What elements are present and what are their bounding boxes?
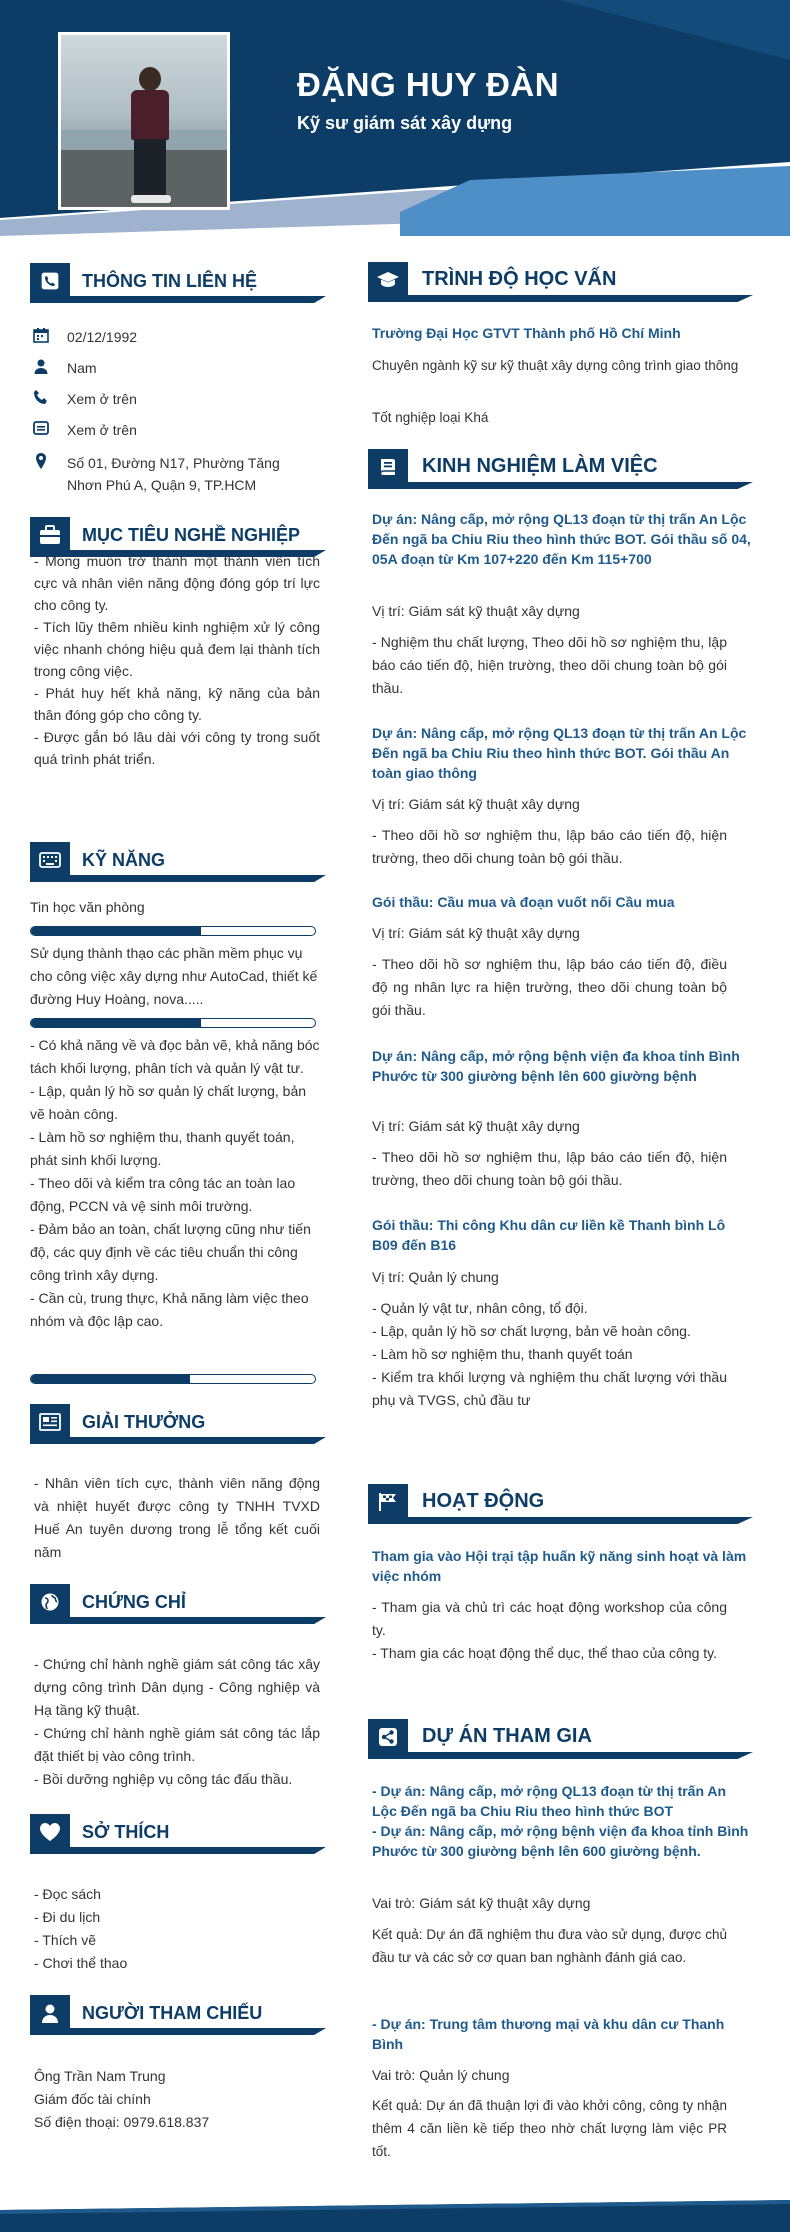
awards-text: - Nhân viên tích cực, thành viên năng động và nhiệt huyết được công ty TNHH TVXD Huế An tuyên dương trong lễ tổng kết cuối năm (34, 1475, 320, 1560)
contact-address-line1: Số 01, Đường N17, Phường Tăng (67, 455, 280, 471)
project-1-role: Vai trò: Giám sát kỹ thuật xây dựng (372, 1895, 591, 1911)
section-references-header (30, 1995, 326, 2035)
header-banner (0, 0, 790, 240)
user-icon (30, 1995, 70, 2031)
section-title: SỞ THÍCH (82, 1822, 170, 1842)
section-hobbies-header (30, 1814, 326, 1854)
section-title: THÔNG TIN LIÊN HỆ (82, 271, 257, 291)
education-major: Chuyên ngành kỹ sư kỹ thuật xây dựng công trình giao thông (372, 358, 739, 373)
contact-email: Xem ở trên (67, 422, 137, 438)
project-1-result: Kết quả: Dự án đã nghiệm thu đưa vào sử dụng, được chủ đầu tư và các sở cơ quan ban nghành đánh giá cao. (372, 1927, 727, 1965)
candidate-name: ĐẶNG HUY ĐÀN (297, 66, 560, 103)
section-activities-header (368, 1484, 753, 1524)
section-certificates-header (30, 1584, 326, 1624)
experience-1-position: Vị trí: Giám sát kỹ thuật xây dựng (372, 603, 580, 619)
hobbies-text: - Đọc sách - Đi du lịch - Thích vẽ - Chơi thể thao (34, 1886, 128, 1971)
footer-band (0, 2200, 790, 2232)
contact-phone: Xem ở trên (67, 391, 137, 407)
experience-3-desc: - Theo dõi hồ sơ nghiệm thu, lập báo cáo tiến độ, điều độ ng nhân lực ra hiện trường, theo dõi chung toàn bộ gói thầu. (372, 956, 727, 1018)
email-icon (32, 419, 50, 437)
skill-3-name: - Có khả năng về và đọc bản vẽ, khả năng bóc tách khối lượng, phân tích và quản lý vật tư. - Lập, quản lý hồ sơ quản lý chất lượng, bản vẽ hoàn công. - Làm hồ sơ nghiệm thu, thanh quyết toán, phát sinh khối lượng. - Theo dõi và kiểm tra công tác an toàn lao động, PCCN và vệ sinh môi trường. - Đảm bảo an toàn, chất lượng cũng như tiến độ, các quy định về các tiêu chuẩn thi công công trình xây dựng. - Cần cù, trung thực, Khả năng làm việc theo nhóm và độc lập cao. (30, 1037, 320, 1329)
experience-5-heading: Gói thầu: Thi công Khu dân cư liền kề Thanh bình Lô B09 đến B16 (372, 1217, 726, 1253)
share-icon (368, 1719, 408, 1755)
keyboard-icon (30, 842, 70, 878)
skill-2-bar (30, 1018, 316, 1028)
profile-photo (58, 32, 230, 210)
skill-1-name: Tin học văn phòng (30, 899, 145, 915)
section-experience-header (368, 449, 753, 489)
experience-2-heading: Dự án: Nâng cấp, mở rộng QL13 đoạn từ thị trấn An Lộc Đến ngã ba Chiu Riu theo hình thức BOT. Gói thầu An toàn giao thông (372, 725, 747, 781)
book-icon (368, 449, 408, 485)
phone-icon (30, 263, 70, 299)
contact-gender: Nam (67, 360, 97, 376)
experience-2-position: Vị trí: Giám sát kỹ thuật xây dựng (372, 796, 580, 812)
references-text: Ông Trần Nam Trung Giám đốc tài chính Số điện thoại: 0979.618.837 (34, 2068, 210, 2130)
skill-3-bar-fill (31, 1375, 190, 1383)
section-title: CHỨNG CHỈ (82, 1592, 186, 1612)
section-title: GIẢI THƯỞNG (82, 1412, 206, 1432)
section-title: KỸ NĂNG (82, 850, 166, 870)
contact-address-line2: Nhơn Phú A, Quận 9, TP.HCM (67, 477, 257, 493)
flag-checkered-icon (368, 1484, 408, 1520)
section-education-header (368, 262, 753, 302)
certificates-text: - Chứng chỉ hành nghề giám sát công tác xây dựng công trình Dân dụng - Công nghiệp và Hạ tầng kỹ thuật. - Chứng chỉ hành nghề giám sát công tác lắp đặt thiết bị vào công trình. - Bồi dưỡng nghiệp vụ công tác đấu thầu. (34, 1656, 320, 1787)
heart-icon (30, 1814, 70, 1850)
activities-desc: - Tham gia và chủ trì các hoạt động workshop của công ty. - Tham gia các hoạt động thể dục, thể thao của công ty. (372, 1599, 727, 1661)
section-title: KINH NGHIỆM LÀM VIỆC (422, 455, 658, 477)
experience-3-heading: Gói thầu: Cầu mua và đoạn vuốt nối Cầu mua (372, 894, 675, 910)
experience-5-position: Vị trí: Quản lý chung (372, 1269, 499, 1285)
skill-1-bar (30, 926, 316, 936)
objective-text: - Mong muốn trở thành một thành viên tích cực và nhân viên năng động đóng góp trí lực cho công ty. - Tích lũy thêm nhiều kinh nghiệm xử lý công việc nhanh chóng hiệu quả đem lại thành tích trong công việc. - Phát huy hết khả năng, kỹ năng của bản thân đóng góp cho công ty. - Được gắn bó lâu dài với công ty trong suốt quá trình phát triển. (34, 553, 320, 767)
project-2-result: Kết quả: Dự án đã thuận lợi đi vào khởi công, công ty nhận thêm 4 căn liền kề tiếp theo nhờ chất lượng làm việc PR tốt. (372, 2098, 727, 2159)
education-grade: Tốt nghiệp loại Khá (372, 410, 489, 425)
section-title: HOẠT ĐỘNG (422, 1490, 545, 1512)
phone-icon (32, 388, 50, 406)
skill-3-bar (30, 1374, 316, 1384)
section-title: NGƯỜI THAM CHIẾU (82, 2003, 263, 2023)
briefcase-icon (30, 517, 70, 553)
experience-2-desc: - Theo dõi hồ sơ nghiệm thu, lập báo cáo tiến độ, hiện trường, theo dõi chung toàn bộ gói thầu. (372, 827, 727, 866)
experience-4-position: Vị trí: Giám sát kỹ thuật xây dựng (372, 1118, 580, 1134)
section-skills-header (30, 842, 326, 882)
section-projects-header (368, 1719, 753, 1759)
skill-1-bar-fill (31, 927, 201, 935)
graduation-cap-icon (368, 262, 408, 298)
calendar-icon (32, 326, 50, 344)
project-2-heading: - Dự án: Trung tâm thương mại và khu dân cư Thanh Bình (372, 2016, 725, 2052)
candidate-job-title: Kỹ sư giám sát xây dựng (297, 113, 513, 133)
section-title: TRÌNH ĐỘ HỌC VẤN (422, 268, 617, 290)
experience-1-heading: Dự án: Nâng cấp, mở rộng QL13 đoạn từ thị trấn An Lộc Đến ngã ba Chiu Riu theo hình thức BOT. Gói thầu số 04, 05A đoạn từ Km 107+220 đến Km 115+700 (372, 511, 751, 567)
experience-4-heading: Dự án: Nâng cấp, mở rộng bệnh viện đa khoa tỉnh Bình Phước từ 300 giường bệnh lên 600 giường bệnh (372, 1048, 740, 1084)
section-contact-header (30, 263, 326, 303)
section-awards-header (30, 1404, 326, 1444)
section-title: DỰ ÁN THAM GIA (422, 1725, 592, 1747)
experience-4-desc: - Theo dõi hồ sơ nghiệm thu, lập báo cáo tiến độ, hiện trường, theo dõi chung toàn bộ gói thầu. (372, 1149, 727, 1188)
experience-1-desc: - Nghiệm thu chất lượng, Theo dõi hồ sơ nghiệm thu, lập báo cáo tiến độ, hiện trường, theo dõi chung toàn bộ gói thầu. (372, 634, 727, 696)
newspaper-icon (30, 1404, 70, 1440)
skill-2-name: Sử dụng thành thạo các phần mềm phục vụ cho công việc xây dựng như AutoCad, thiết kế đường Huy Hoàng, nova..... (30, 945, 318, 1007)
education-school: Trường Đại Học GTVT Thành phố Hồ Chí Minh (372, 325, 681, 341)
experience-5-desc: - Quản lý vật tư, nhân công, tổ đội. - Lập, quản lý hồ sơ chất lượng, bản vẽ hoàn công. - Làm hồ sơ nghiệm thu, thanh quyết toán - Kiểm tra khối lượng và nghiệm thu chất lượng với thầu phụ và TVGS, chủ đầu tư (372, 1300, 727, 1408)
experience-3-position: Vị trí: Giám sát kỹ thuật xây dựng (372, 925, 580, 941)
project-1-heading: - Dự án: Nâng cấp, mở rộng QL13 đoạn từ thị trấn An Lộc Đến ngã ba Chiu Riu theo hình thức BOT - Dự án: Nâng cấp, mở rộng bệnh viện đa khoa tỉnh Bình Phước từ 300 giường bệnh lên 600 giường bệnh. (372, 1783, 749, 1859)
map-marker-icon (32, 452, 50, 470)
skill-2-bar-fill (31, 1019, 201, 1027)
globe-icon (30, 1584, 70, 1620)
project-2-role: Vai trò: Quản lý chung (372, 2067, 510, 2083)
user-icon (32, 357, 50, 375)
contact-birthday: 02/12/1992 (67, 329, 138, 345)
activities-heading: Tham gia vào Hội trại tập huấn kỹ năng sinh hoạt và làm việc nhóm (372, 1548, 747, 1584)
section-title: MỤC TIÊU NGHỀ NGHIỆP (82, 525, 301, 545)
